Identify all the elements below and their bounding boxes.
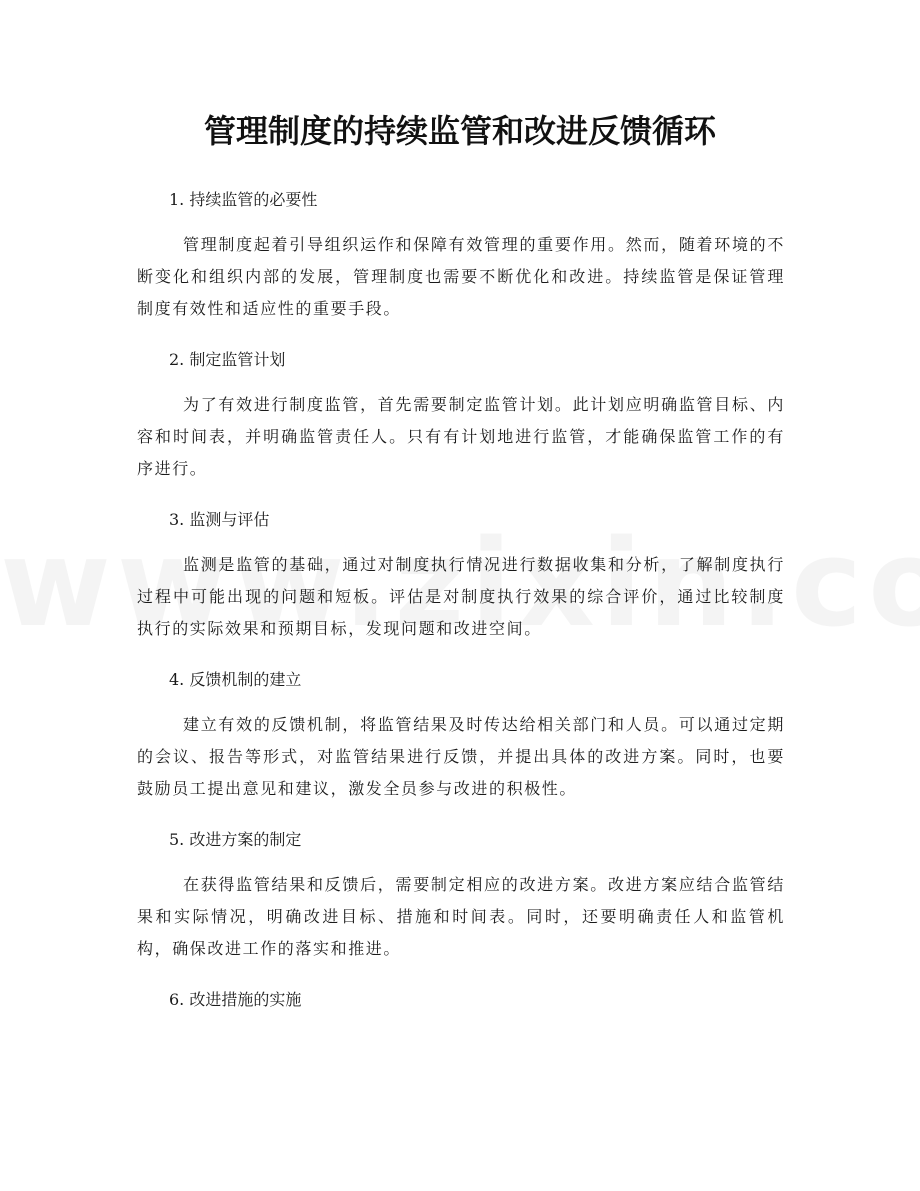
section-paragraph: 在获得监管结果和反馈后，需要制定相应的改进方案。改进方案应结合监管结果和实际情况，明确改进目标、措施和时间表。同时，还要明确责任人和监管机构，确保改进工作的落实和推进。	[137, 875, 785, 958]
section-paragraph: 管理制度起着引导组织运作和保障有效管理的重要作用。然而，随着环境的不断变化和组织内部的发展，管理制度也需要不断优化和改进。持续监管是保证管理制度有效性和适应性的重要手段。	[137, 235, 785, 318]
section-paragraph: 监测是监管的基础，通过对制度执行情况进行数据收集和分析，了解制度执行过程中可能出现的问题和短板。评估是对制度执行效果的综合评价，通过比较制度执行的实际效果和预期目标，发现问题和改进空间。	[137, 555, 785, 638]
section-heading: 5. 改进方案的制定	[169, 830, 302, 849]
section-3	[137, 508, 785, 645]
section-paragraph: 为了有效进行制度监管，首先需要制定监管计划。此计划应明确监管目标、内容和时间表，并明确监管责任人。只有有计划地进行监管，才能确保监管工作的有序进行。	[137, 395, 785, 478]
section-5	[137, 828, 785, 965]
section-heading: 2. 制定监管计划	[169, 350, 286, 369]
section-6	[137, 988, 785, 1012]
section-heading: 6. 改进措施的实施	[169, 990, 302, 1009]
document-body	[137, 188, 785, 1012]
section-heading: 4. 反馈机制的建立	[169, 670, 302, 689]
section-paragraph: 建立有效的反馈机制，将监管结果及时传达给相关部门和人员。可以通过定期的会议、报告等形式，对监管结果进行反馈，并提出具体的改进方案。同时，也要鼓励员工提出意见和建议，激发全员参与改进的积极性。	[137, 715, 785, 798]
section-heading: 3. 监测与评估	[169, 510, 270, 529]
section-1	[137, 188, 785, 325]
section-2	[137, 348, 785, 485]
section-4	[137, 668, 785, 805]
document-title: 管理制度的持续监管和改进反馈循环	[203, 112, 716, 150]
section-heading: 1. 持续监管的必要性	[169, 190, 318, 209]
